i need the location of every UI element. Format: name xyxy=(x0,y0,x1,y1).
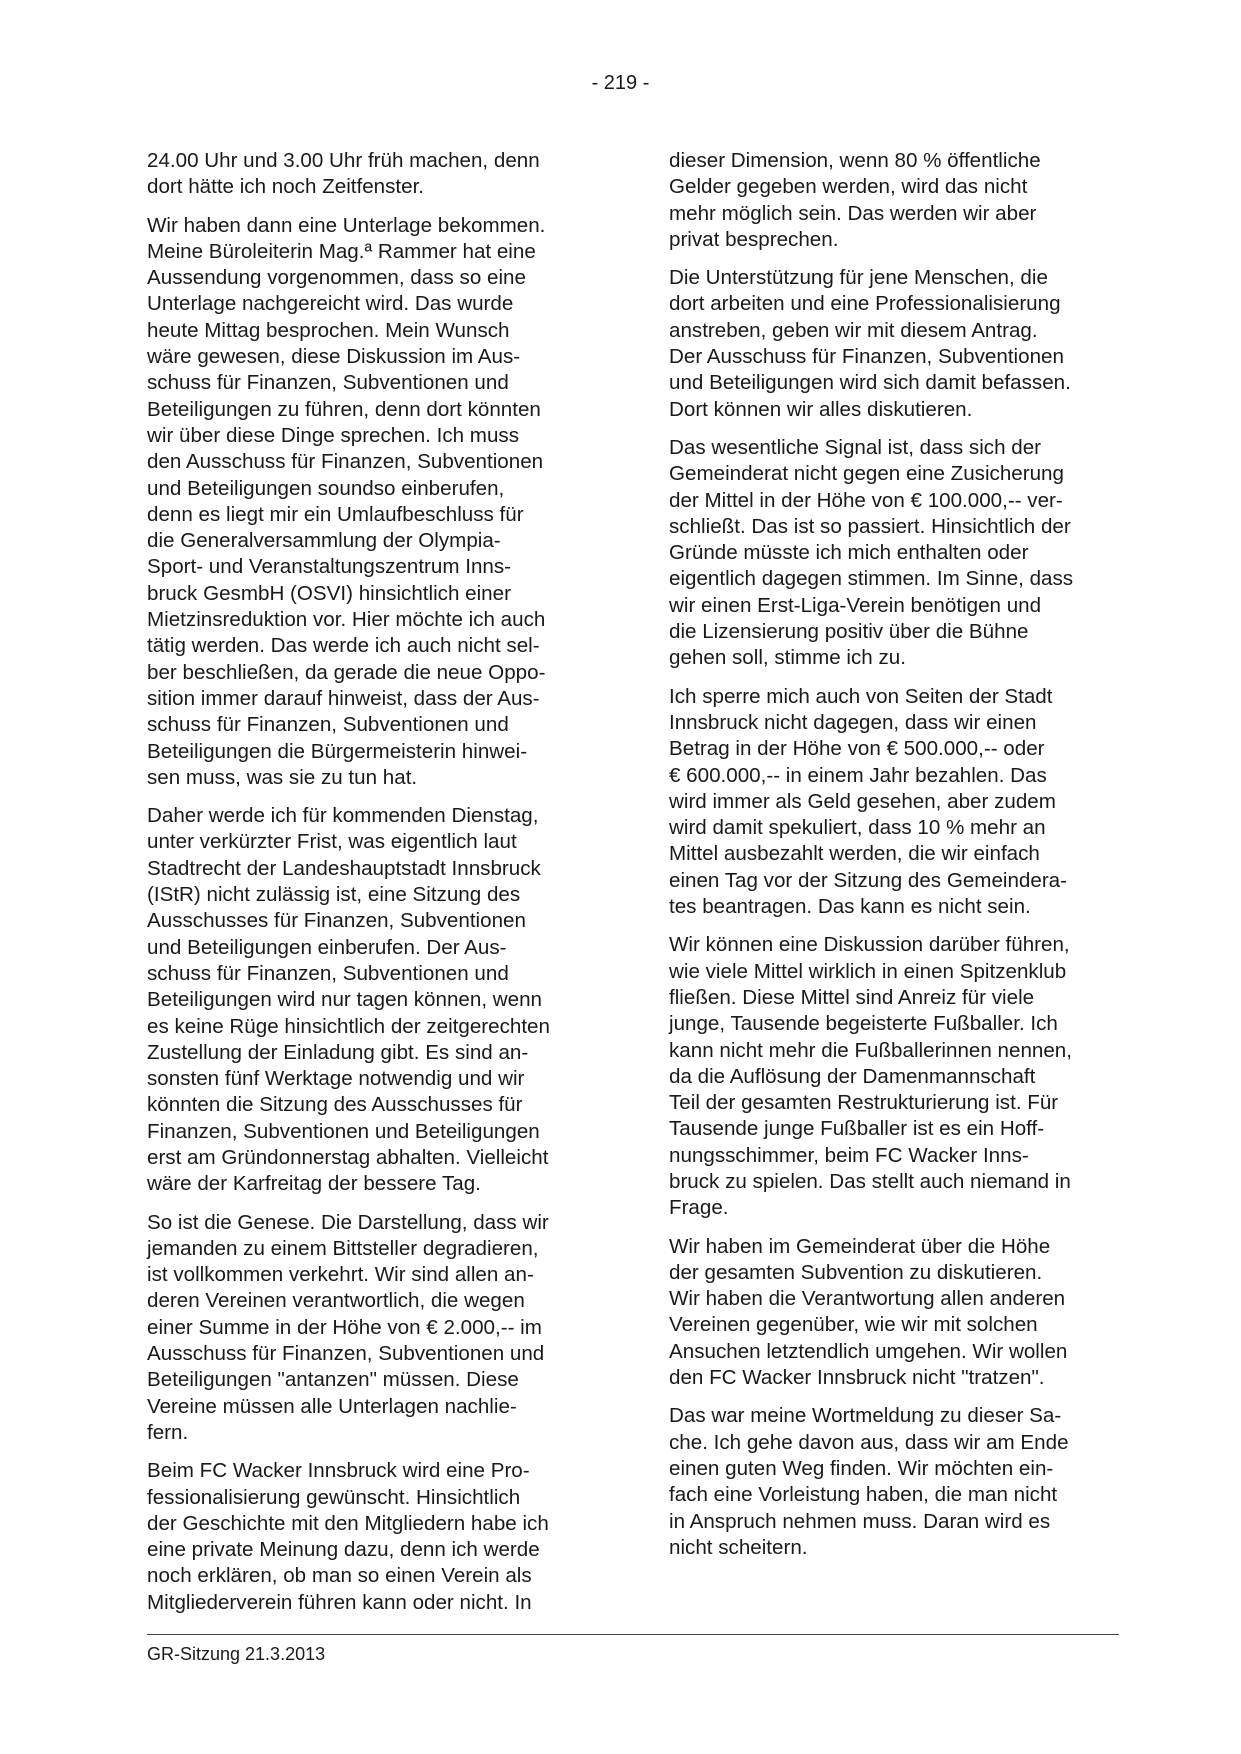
paragraph: 24.00 Uhr und 3.00 Uhr früh machen, denn dort hätte ich noch Zeitfenster. xyxy=(147,149,540,199)
paragraph: Beim FC Wacker Innsbruck wird eine Pro- fessionalisierung gewünscht. Hinsichtlich der Geschichte mit den Mitgliedern habe ich eine private Meinung dazu, denn ich werde noch erklären, ob man so einen Verein als Mitgliederverein führen kann oder nicht. In xyxy=(147,1459,549,1614)
paragraph: Die Unterstützung für jene Menschen, die dort arbeiten und eine Professionalisierung anstreben, geben wir mit diesem Antrag. Der Ausschuss für Finanzen, Subventionen und Beteiligungen wird sich damit befassen. Dort können wir alles diskutieren. xyxy=(669,266,1071,421)
paragraph: dieser Dimension, wenn 80 % öffentliche Gelder gegeben werden, wird das nicht mehr möglich sein. Das werden wir aber privat besprechen. xyxy=(669,149,1041,251)
left-column xyxy=(147,148,597,1628)
footer-session-label: GR-Sitzung 21.3.2013 xyxy=(147,1644,326,1664)
paragraph: Das war meine Wortmeldung zu dieser Sa- che. Ich gehe davon aus, dass wir am Ende einen guten Weg finden. Wir möchten ein- fach eine Vorleistung haben, die man nicht in Anspruch nehmen muss. Daran wird es nicht scheitern. xyxy=(669,1404,1069,1559)
footer-divider xyxy=(147,1634,1119,1635)
paragraph: Wir können eine Diskussion darüber führen, wie viele Mittel wirklich in einen Spitzenklub fließen. Diese Mittel sind Anreiz für viele junge, Tausende begeisterte Fußballer. Ich kann nicht mehr die Fußballerinnen nennen, da die Auflösung der Damenmannschaft Teil der gesamten Restrukturierung ist. Für Tausende junge Fußballer ist es ein Hoff- nungsschimmer, beim FC Wacker Inns- bruck zu spielen. Das stellt auch niemand in Frage. xyxy=(669,933,1072,1220)
paragraph: Daher werde ich für kommenden Dienstag, unter verkürzter Frist, was eigentlich laut Stadtrecht der Landeshauptstadt Innsbruck (IStR) nicht zulässig ist, eine Sitzung des Ausschusses für Finanzen, Subventionen und Beteiligungen einberufen. Der Aus- schuss für Finanzen, Subventionen und Beteiligungen wird nur tagen können, wenn es keine Rüge hinsichtlich der zeitgerechten Zustellung der Einladung gibt. Es sind an- sonsten fünf Werktage notwendig und wir könnten die Sitzung des Ausschusses für Finanzen, Subventionen und Beteiligungen erst am Gründonnerstag abhalten. Vielleicht wäre der Karfreitag der bessere Tag. xyxy=(147,804,550,1196)
paragraph: Das wesentliche Signal ist, dass sich der Gemeinderat nicht gegen eine Zusicherung der Mittel in der Höhe von € 100.000,-- ver- schließt. Das ist so passiert. Hinsichtlich der Gründe müsste ich mich enthalten oder eigentlich dagegen stimmen. Im Sinne, dass wir einen Erst-Liga-Verein benötigen und die Lizensierung positiv über die Bühne gehen soll, stimme ich zu. xyxy=(669,435,1074,670)
page-number: - 219 - xyxy=(591,72,650,94)
paragraph: Wir haben im Gemeinderat über die Höhe der gesamten Subvention zu diskutieren. Wir haben die Verantwortung allen anderen Vereinen gegenüber, wie wir mit solchen Ansuchen letztendlich umgehen. Wir wollen den FC Wacker Innsbruck nicht "tratzen". xyxy=(669,1234,1068,1390)
right-column xyxy=(669,148,1119,1573)
paragraph: Wir haben dann eine Unterlage bekommen. Meine Büroleiterin Mag.ª Rammer hat eine Aussendung vorgenommen, dass so eine Unterlage nachgereicht wird. Das wurde heute Mittag besprochen. Mein Wunsch wäre gewesen, diese Diskussion im Aus- schuss für Finanzen, Subventionen und Beteiligungen zu führen, denn dort könnten wir über diese Dinge sprechen. Ich muss den Ausschuss für Finanzen, Subventionen und Beteiligungen soundso einberufen, denn es liegt mir ein Umlaufbeschluss für die Generalversammlung der Olympia- Sport- und Veranstaltungszentrum Inns- bruck GesmbH (OSVI) hinsichtlich einer Mietzinsreduktion vor. Hier möchte ich auch tätig werden. Das werde ich auch nicht sel- ber beschließen, da gerade die neue Oppo- sition immer darauf hinweist, dass der Aus- schuss für Finanzen, Subventionen und Beteiligungen die Bürgermeisterin hinwei- sen muss, was sie zu tun hat. xyxy=(147,213,546,789)
paragraph: So ist die Genese. Die Darstellung, dass wir jemanden zu einem Bittsteller degradieren, ist vollkommen verkehrt. Wir sind allen an- deren Vereinen verantwortlich, die wegen einer Summe in der Höhe von € 2.000,-- im Ausschuss für Finanzen, Subventionen und Beteiligungen "antanzen" müssen. Diese Vereine müssen alle Unterlagen nachlie- fern. xyxy=(147,1210,549,1444)
paragraph: Ich sperre mich auch von Seiten der Stadt Innsbruck nicht dagegen, dass wir einen Betrag in der Höhe von € 500.000,-- oder € 600.000,-- in einem Jahr bezahlen. Das wird immer als Geld gesehen, aber zudem wird damit spekuliert, dass 10 % mehr an Mittel ausbezahlt werden, die wir einfach einen Tag vor der Sitzung des Gemeindera- tes beantragen. Das kann es nicht sein. xyxy=(669,684,1067,919)
